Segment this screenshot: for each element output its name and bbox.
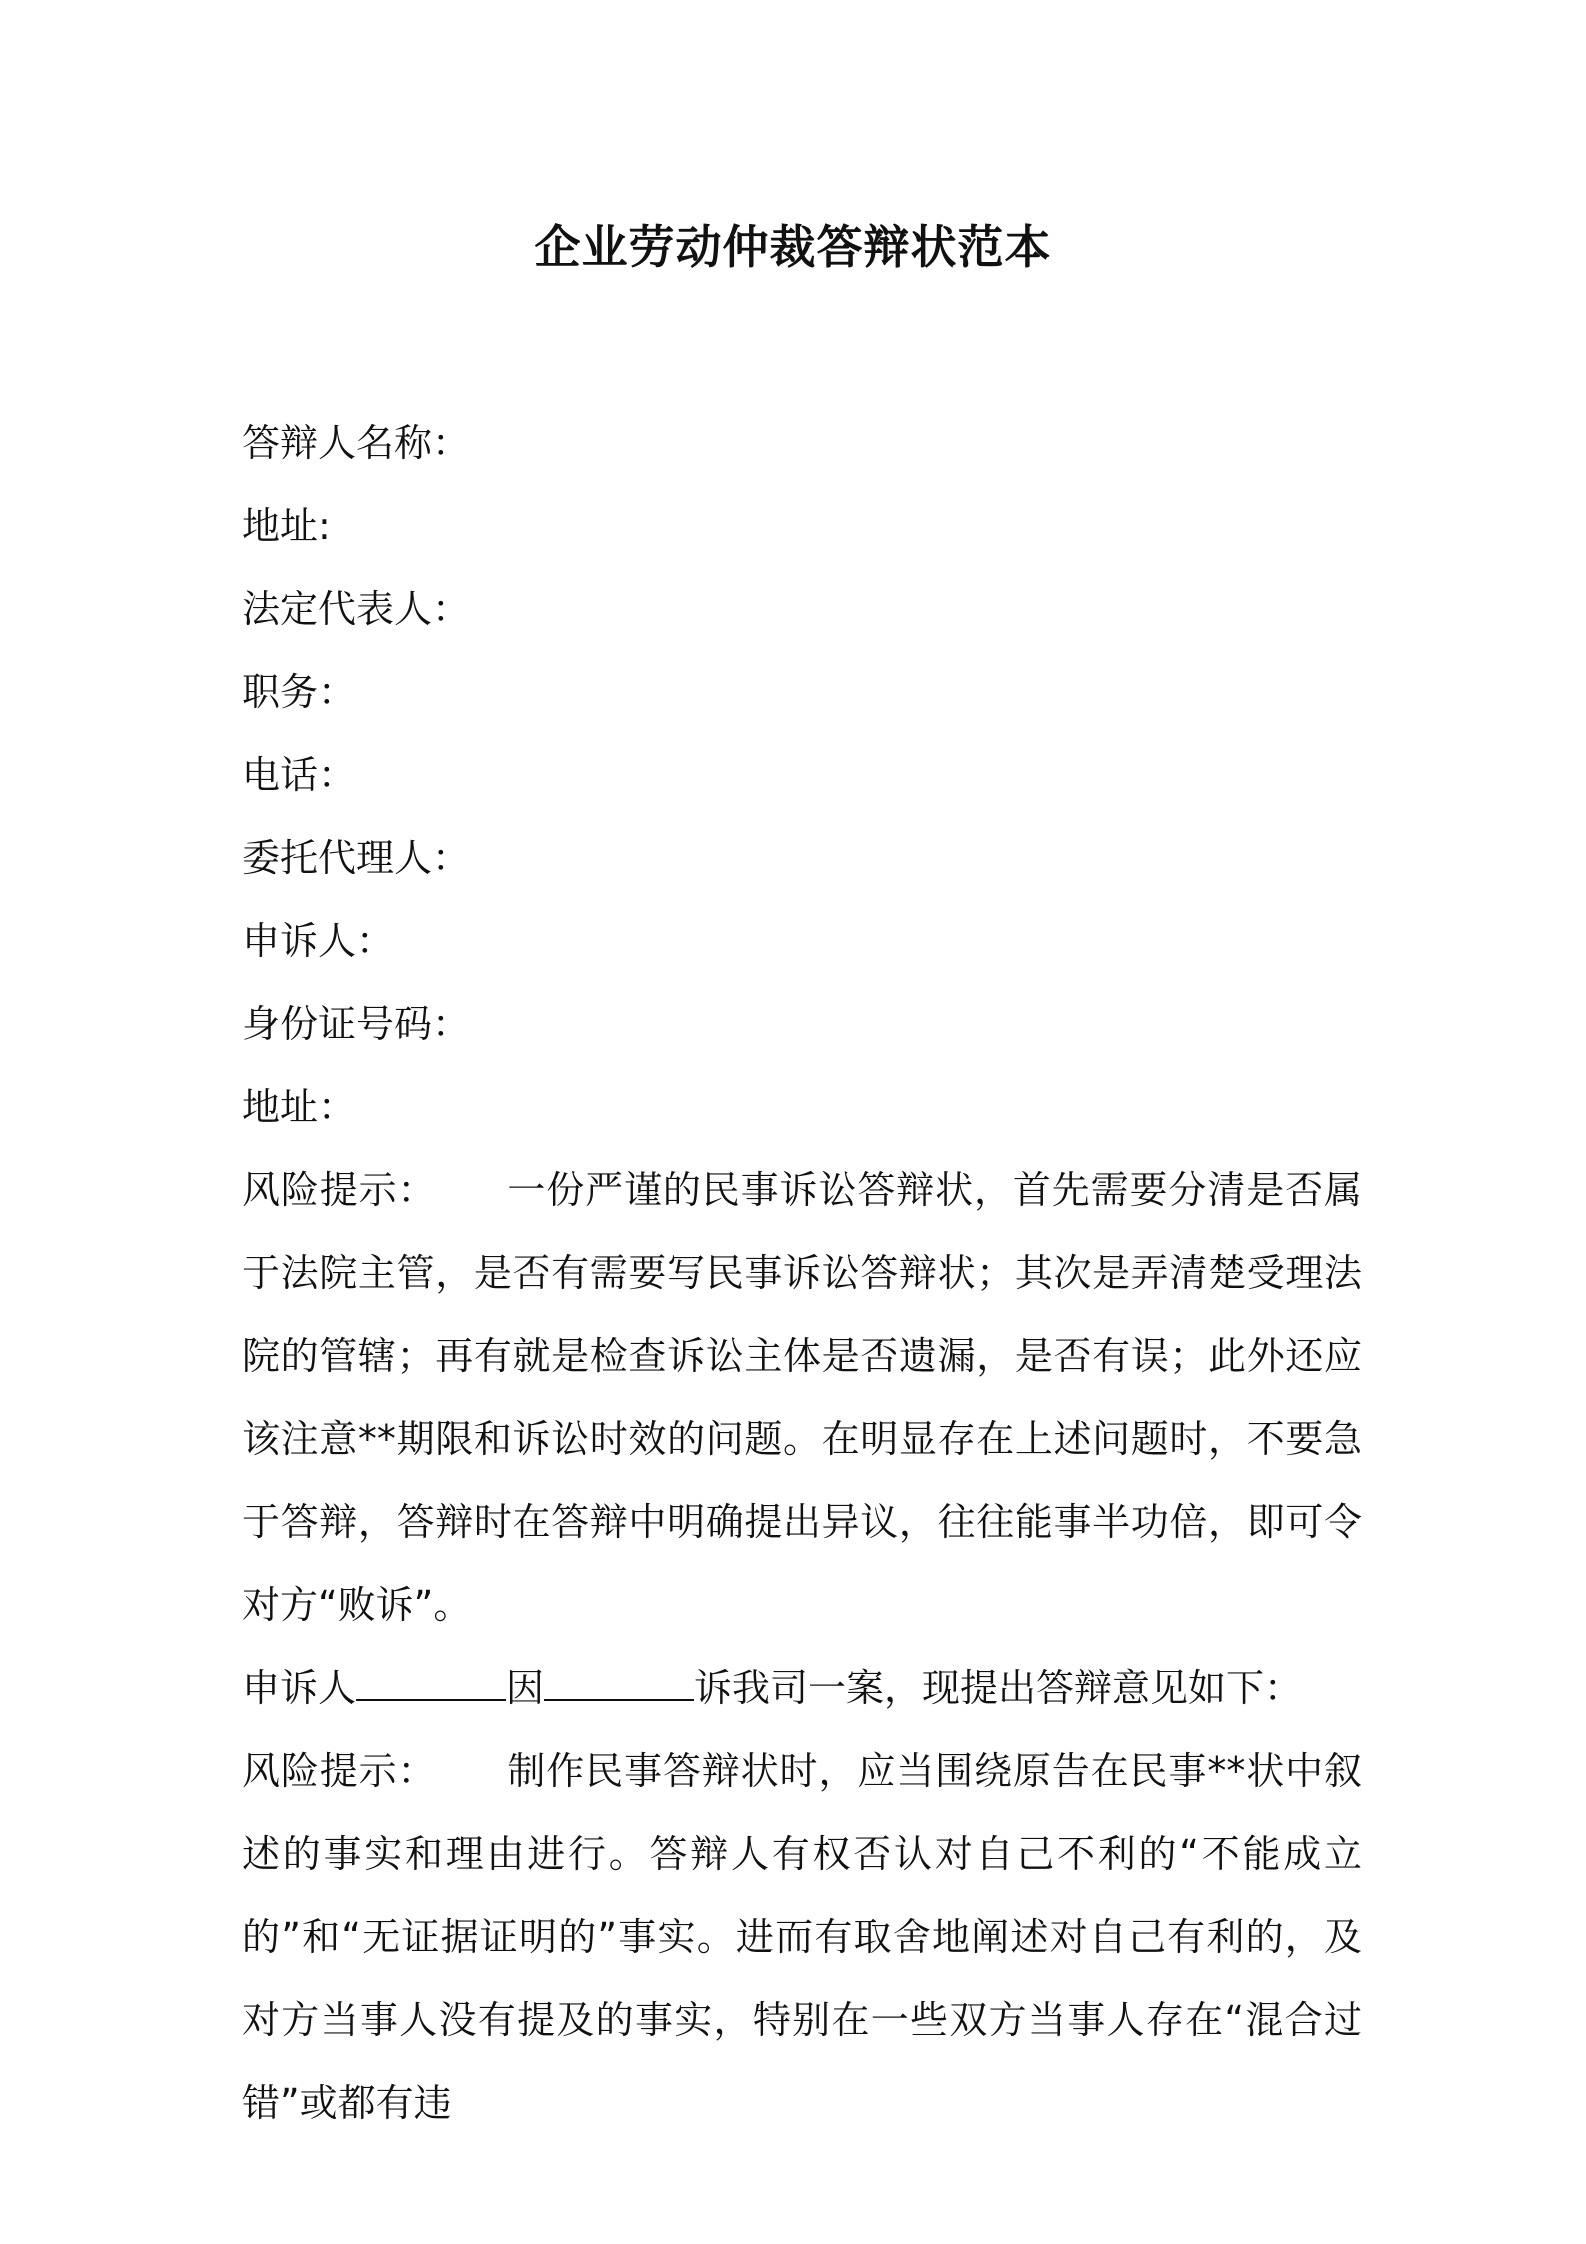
field-phone: 电话： xyxy=(242,753,357,797)
blank-reason xyxy=(544,1669,694,1701)
risk-tip-paragraph-1 xyxy=(242,1149,1362,1647)
field-agent: 委托代理人： xyxy=(242,836,471,880)
statement-because: 因 xyxy=(506,1666,545,1710)
risk-tip-text: 制作民事答辩状时，应当围绕原告在民事**状中叙述的事实和理由进行。答辩人有权否认对自己不利的“不能成立的”和“无证据证明的”事实。进而有取舍地阐述对自己有利的，及对方当事人没有提及的事实，特别在一些双方当事人存在“混合过错”或都有违 xyxy=(242,1749,1362,2125)
field-claimant: 申诉人： xyxy=(242,919,395,963)
document-body xyxy=(242,402,1362,2145)
field-id-number: 身份证号码： xyxy=(242,1002,471,1046)
field-respondent-name: 答辩人名称： xyxy=(242,421,471,465)
field-address: 地址: xyxy=(242,504,331,548)
statement-line xyxy=(242,1647,1362,1730)
risk-tip-label: 风险提示： xyxy=(242,1168,437,1212)
risk-tip-text: 一份严谨的民事诉讼答辩状，首先需要分清是否属于法院主管，是否有需要写民事诉讼答辩状；其次是弄清楚受理法院的管辖；再有就是检查诉讼主体是否遗漏，是否有误；此外还应该注意**期限和诉讼时效的问题。在明显存在上述问题时，不要急于答辩，答辩时在答辩中明确提出异议，往往能事半功倍，即可令对方“败诉”。 xyxy=(242,1168,1362,1627)
blank-claimant-name xyxy=(356,1669,506,1701)
field-legal-representative: 法定代表人： xyxy=(242,587,471,631)
document-title: 企业劳动仲裁答辩状范本 xyxy=(534,220,1052,274)
field-claimant-address: 地址： xyxy=(242,1085,357,1129)
risk-tip-label: 风险提示： xyxy=(242,1749,437,1793)
field-position: 职务： xyxy=(242,670,357,714)
risk-tip-paragraph-2 xyxy=(242,1730,1362,2145)
statement-rest: 诉我司一案，现提出答辩意见如下： xyxy=(694,1666,1303,1710)
statement-claimant: 申诉人 xyxy=(242,1666,357,1710)
